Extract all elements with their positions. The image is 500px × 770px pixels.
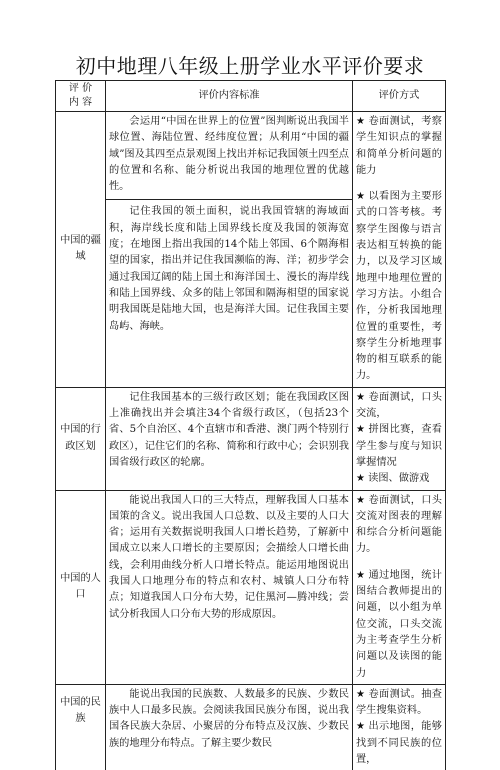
standard-paragraph: 记住我国基本的三级行政区划；能在我国政区图上准确找出并会填注34个省级行政区，（包括23个省、5个自治区、4个直辖市和香港、澳门两个特别行政区），记住它们的名称、简称和行政中心；会识别我国省级行政区的轮廓。 [109,391,349,468]
method-cell [353,490,446,684]
star-icon: ★ [356,721,366,733]
method-text: 以看图为主要形式的口答考核。考察学生图像与语言表达相互转换的能力，以及学习区域地理中地理位置的学习方法。小组合作，分析我国地理位置的重要性，考察学生分析地理事物的相互联系的能力。 [356,191,442,382]
method-item [356,114,442,179]
evaluation-table [55,80,446,770]
method-item [356,687,442,720]
page-title: 初中地理八年级上册学业水平评价要求 [75,54,425,78]
method-text: 通过地图，统计图结合教师提出的问题，以小组为单位交流，口头交流为主考查学生分析问题以及读图的能力 [356,569,442,679]
method-item [356,189,442,385]
method-text: 卷面测试。抽查学生搜集资料。 [356,688,442,717]
method-text: 卷面测试，口头交流， [356,391,442,420]
standard-cell [106,684,353,770]
standard-paragraph: 能说出我国人口的三大特点，理解我国人口基本国策的含义。说出我国人口总数、以及主要的人口大省；运用有关数据说明我国人口增长趋势，了解新中国成立以来人口增长的主要原因；会描绘人口增长曲线，会利用曲线分析人口增长特点。能运用地图说出我国人口地理分布的特点和农村、城镇人口分布特点；知道我国人口分布大势，记住黑河—腾冲线；尝试分析我国人口分布大势的形成原因。 [109,494,349,620]
header-method: 评价方式 [353,81,446,112]
star-icon: ★ [356,688,366,700]
method-text: 拼图比赛，查看学生参与度与知识掌握情况 [356,424,442,468]
method-text: 卷面测试，口头交流对图表的理解和综合分析问题能力。 [356,494,442,555]
star-icon: ★ [356,424,366,436]
standard-paragraph: 会运用“中国在世界上的位置”图判断说出我国半球位置、海陆位置、经纬度位置；从利用“中国的疆域”图及其四至点景观图上找出并标记我国领土四至点的位置和名称、能分析说出我国的地理位置的优越性。 [109,116,349,193]
topic-cell: 中国的民族 [56,684,106,770]
star-icon: ★ [356,494,366,506]
table-row [56,684,446,770]
standard-paragraph: 记住我国的领土面积，说出我国管辖的海域面积，海岸线长度和陆上国界线长度及我国的领海宽度；在地图上指出我国的14个陆上邻国、6个隔海相望的国家，指出并记住我国濒临的海、洋；初步学会通过我国辽阔的陆上国土和海洋国土、漫长的海岸线和陆上国界线、众多的陆上邻国和隔海相望的国家说明我国既是陆地大国，也是海洋大国。记住我国主要岛屿、海峡。 [106,199,352,334]
header-standard: 评价内容标准 [106,81,353,112]
star-icon: ★ [356,569,366,581]
table-row [56,112,446,388]
header-corner-line2: 内 容 [68,97,93,108]
method-text: 读图、做游戏 [368,473,430,485]
topic-cell: 中国的疆域 [56,112,106,388]
topic-cell: 中国的人口 [56,490,106,684]
method-item [356,493,442,558]
topic-cell: 中国的行政区划 [56,387,106,490]
standard-cell [106,490,353,684]
table-row [56,387,446,490]
method-item [356,422,442,471]
method-cell [353,387,446,490]
standard-paragraph: 能说出我国的民族数、人数最多的民族、少数民族中人口最多民族。会阅读我国民族分布图，说出我国各民族大杂居、小聚居的分布特点及汉族、少数民族的地理分布特点。了解主要少数民 [109,688,349,749]
method-text: 出示地图，能够找到不同民族的位置， [356,721,442,765]
standard-cell [106,387,353,490]
method-item [356,390,442,423]
header-corner-cell [56,81,106,112]
table-header-row [56,81,446,112]
star-icon: ★ [356,391,366,403]
method-text: 卷面测试，考察学生知识点的掌握和简单分析问题的能力 [356,116,442,176]
method-cell [353,684,446,770]
method-item [356,719,442,768]
star-icon: ★ [356,191,366,203]
star-icon: ★ [356,473,366,485]
method-cell [353,112,446,388]
star-icon: ★ [356,116,366,127]
method-item [356,568,442,682]
header-corner-line1: 评 价 [68,83,93,94]
table-row [56,490,446,684]
method-item [356,471,442,487]
standard-cell [106,112,353,388]
